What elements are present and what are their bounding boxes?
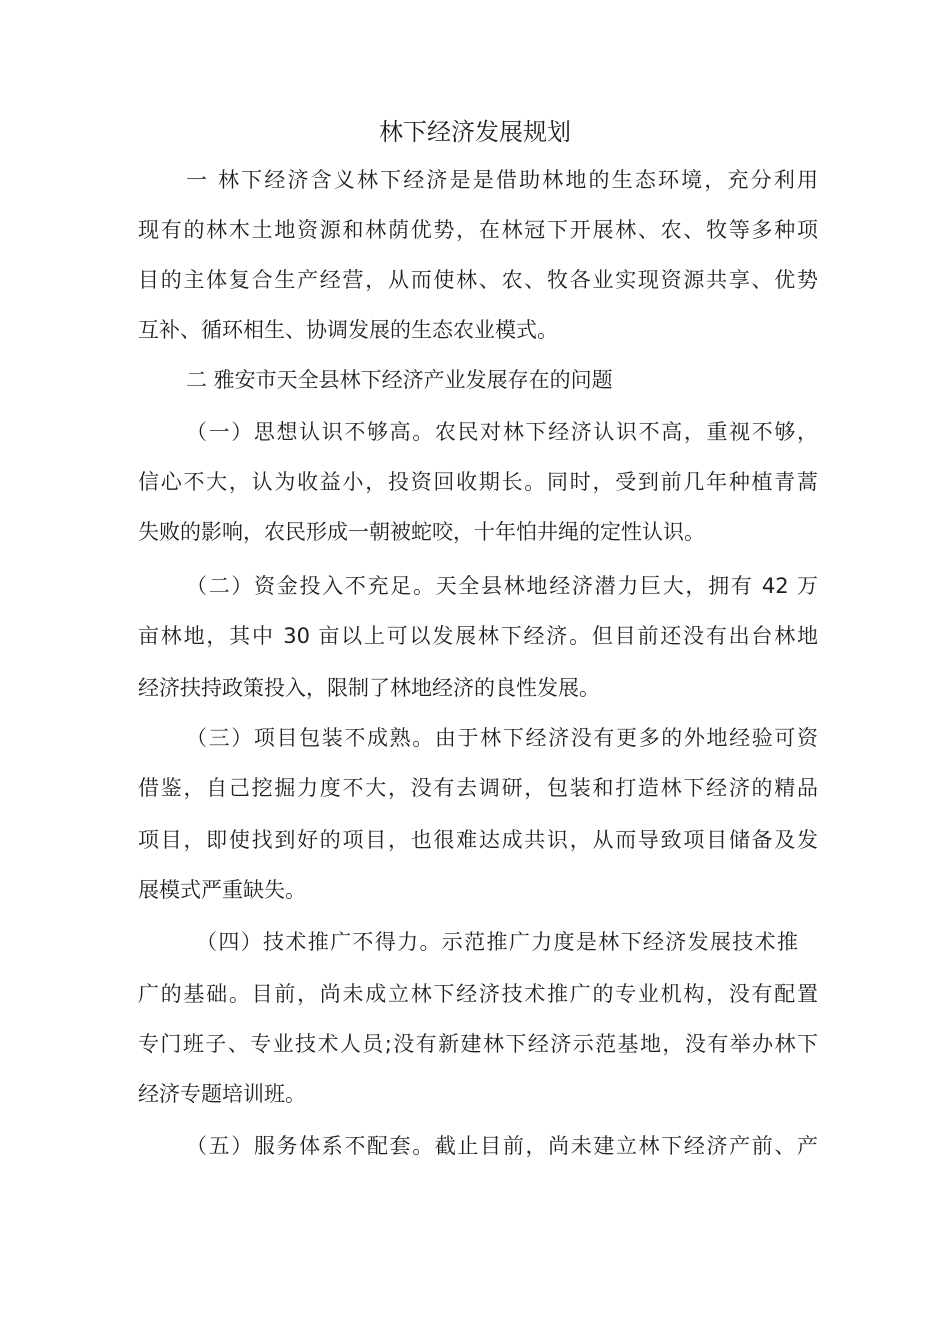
text-line: 项目，即使找到好的项目，也很难达成共识，从而导致项目储备及发 xyxy=(138,828,818,852)
text-line: 失败的影响，农民形成一朝被蛇咬，十年怕井绳的定性认识。 xyxy=(138,520,705,544)
text-line: 展模式严重缺失。 xyxy=(138,878,306,902)
text-line: 亩林地，其中 30 亩以上可以发展林下经济。但目前还没有出台林地 xyxy=(138,624,818,648)
text-line: 互补、循环相生、协调发展的生态农业模式。 xyxy=(138,318,558,342)
text-line: 目的主体复合生产经营，从而使林、农、牧各业实现资源共享、优势 xyxy=(138,268,818,292)
text-line: 专门班子、专业技术人员;没有新建林下经济示范基地，没有举办林下 xyxy=(138,1032,818,1056)
text-line: （三）项目包装不成熟。由于林下经济没有更多的外地经验可资 xyxy=(186,726,818,750)
text-line: 经济扶持政策投入，限制了林地经济的良性发展。 xyxy=(138,676,600,700)
text-line: （五）服务体系不配套。截止目前，尚未建立林下经济产前、产 xyxy=(186,1134,818,1158)
text-line: 广的基础。目前，尚未成立林下经济技术推广的专业机构，没有配置 xyxy=(138,982,818,1006)
text-line: 现有的林木土地资源和林荫优势，在林冠下开展林、农、牧等多种项 xyxy=(138,218,818,242)
text-line: 一 林下经济含义林下经济是是借助林地的生态环境，充分利用 xyxy=(186,168,818,192)
text-line: （二）资金投入不充足。天全县林地经济潜力巨大，拥有 42 万 xyxy=(186,574,818,598)
section-heading: 二 雅安市天全县林下经济产业发展存在的问题 xyxy=(186,368,613,392)
text-line: 信心不大，认为收益小，投资回收期长。同时，受到前几年种植青蒿 xyxy=(138,470,818,494)
text-line: （四）技术推广不得力。示范推广力度是林下经济发展技术推 xyxy=(196,930,798,954)
text-line: （一）思想认识不够高。农民对林下经济认识不高，重视不够， xyxy=(186,420,818,444)
document-title: 林下经济发展规划 xyxy=(379,118,571,146)
text-line: 经济专题培训班。 xyxy=(138,1082,306,1106)
text-line: 借鉴，自己挖掘力度不大，没有去调研，包装和打造林下经济的精品 xyxy=(138,776,818,800)
